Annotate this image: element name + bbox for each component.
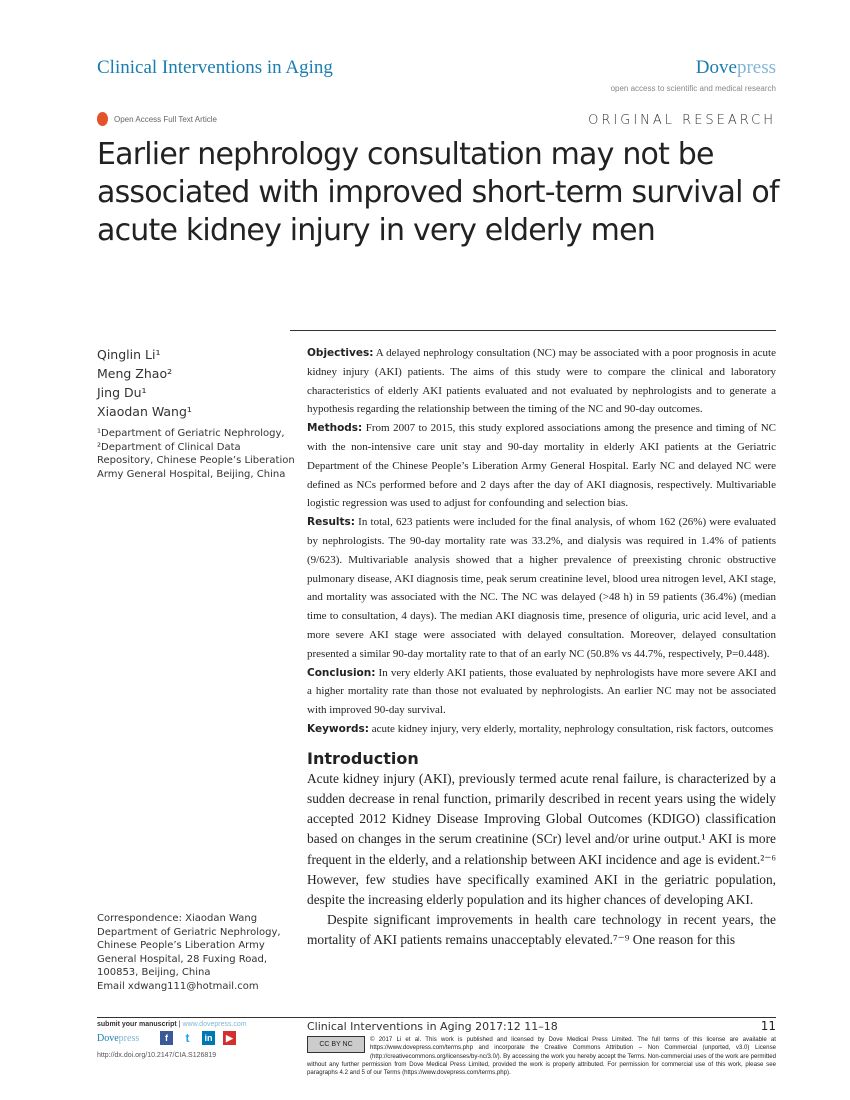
section-label: Conclusion: — [307, 666, 376, 679]
section-label: Objectives: — [307, 347, 374, 359]
abstract-objectives — [307, 344, 776, 419]
open-access-icon — [97, 112, 108, 126]
doi-link[interactable]: http://dx.doi.org/10.2147/CIA.S126819 — [97, 1052, 217, 1059]
paragraph: Acute kidney injury (AKI), previously termed acute renal failure, is characterized by a sudden decrease in renal function, primarily described in recent years using the widely accepted 2012 Kidney Disease Improving Global Outcomes (KDIGO) classification based on changes in the serum creatinine (SCr) level and/or urine output.¹ AKI is more frequent in the elderly, and a relationship between AKI incidence and age is evident.²⁻⁶ However, few studies have specifically examined AKI in the geriatric population, despite the increasing elderly population and its higher chances of developing AKI. — [307, 770, 776, 907]
affiliations: ¹Department of Geriatric Nephrology, ²Department of Clinical Data Repository, Chinese People’s Liberation Army General Hospital, Beijing, China — [97, 428, 295, 480]
footer-divider — [97, 1017, 776, 1018]
article-title: Earlier nephrology consultation may not be associated with improved short-term survival of acute kidney injury in very elderly men — [97, 137, 779, 248]
license-block — [307, 1036, 776, 1077]
introduction-heading: Introduction — [307, 748, 419, 768]
section-text: In total, 623 patients were included for the final analysis, of whom 162 (26%) were evaluated by nephrologists. The 90-day mortality rate was 33.2%, and dialysis was required in 1.4% of patients (9/623). Multivariable analysis showed that a higher prevalence of preexisting chronic obstructive pulmonary disease, AKI diagnosis time, peak serum creatinine level, blood urea nitrogen level, AKI stage, and mortality was associated with the NC. The NC was delayed (>48 h) in 59 patients (36.4%) (median time to consultation, 4 days). The median AKI diagnosis time, presence of oliguria, uric acid level, and a more severe AKI stage were associated with delayed consultation. Moreover, delayed consultation presented a similar 90-day mortality rate to that of an early NC (50.8% vs 44.7%, respectively, P=0.448). — [307, 516, 776, 660]
open-access-text: Open Access Full Text Article — [114, 114, 218, 124]
section-label: Results: — [307, 516, 355, 529]
publisher-tagline: open access to scientific and medical research — [610, 84, 776, 93]
correspondence-line: General Hospital, 28 Fuxing Road, — [97, 953, 268, 965]
correspondence-email[interactable]: Email xdwang111@hotmail.com — [97, 980, 259, 992]
section-text: acute kidney injury, very elderly, mortality, nephrology consultation, risk factors, outcomes — [368, 722, 774, 735]
article-type: ORIGINAL RESEARCH — [588, 113, 776, 128]
footer-publisher-logo — [97, 1033, 139, 1044]
open-access-label — [97, 112, 217, 126]
abstract-results — [307, 513, 776, 663]
author: Xiaodan Wang¹ — [97, 404, 192, 419]
section-text: A delayed nephrology consultation (NC) may be associated with a poor prognosis in acute kidney injury (AKI) patients. The aims of this study were to compare the clinical and laboratory characteristics of elderly AKI patients evaluated and not evaluated by nephrologists and to generate a hypothesis regarding the relationship between the timing of the NC and 90-day outcomes. — [307, 347, 776, 416]
journal-name: Clinical Interventions in Aging — [97, 57, 333, 78]
abstract-conclusion — [307, 664, 776, 720]
main-column — [307, 344, 776, 951]
license-text: © 2017 Li et al. This work is published and licensed by Dove Medical Press Limited. The full terms of this license are available at https://www.dovepress.com/terms.php and incorporate the Creative Commons Attribution – Non Commercial (unported, v3.0) License (http://creativecommons.org/licenses/by-nc/3.0/). By accessing the work you hereby accept the Terms. Non-commercial uses of the work are permitted without any further permission from Dove Medical Press Limited, provided the work is properly attributed. For permission for commercial use of this work, please see paragraphs 4.2 and 5 of our Terms (https://www.dovepress.com/terms.php). — [307, 1036, 776, 1077]
logo-a: Dove — [97, 1033, 119, 1044]
correspondence — [97, 912, 287, 993]
introduction-body — [307, 769, 776, 951]
correspondence-line: Department of Geriatric Nephrology, — [97, 926, 281, 938]
author: Meng Zhao² — [97, 366, 173, 381]
social-icons — [160, 1031, 236, 1045]
correspondence-line: Correspondence: Xiaodan Wang — [97, 913, 258, 924]
correspondence-line: Chinese People’s Liberation Army — [97, 940, 265, 951]
publisher-logo-a: Dove — [695, 57, 737, 78]
twitter-icon[interactable]: t — [181, 1031, 194, 1045]
youtube-icon[interactable]: ▶ — [223, 1031, 236, 1045]
abstract-keywords — [307, 720, 776, 739]
section-text: In very elderly AKI patients, those evaluated by nephrologists have more severe AKI and a higher mortality rate than those not evaluated by nephrologists. An earlier NC may not be associated with improved 90-day survival. — [307, 666, 776, 717]
publisher-logo-b: press — [736, 57, 776, 78]
site-link[interactable]: www.dovepress.com — [182, 1021, 247, 1028]
submit-link[interactable]: submit your manuscript — [97, 1021, 177, 1028]
publisher-logo — [696, 57, 776, 79]
page-number: 11 — [760, 1019, 776, 1033]
section-label: Keywords: — [307, 722, 369, 735]
author: Qinglin Li¹ — [97, 347, 161, 362]
citation: Clinical Interventions in Aging 2017:12 11–18 — [307, 1020, 558, 1033]
logo-b: press — [118, 1033, 140, 1044]
paragraph: Despite significant improvements in health care technology in recent years, the mortality of AKI patients remains unacceptably elevated.⁷⁻⁹ One reason for this — [307, 912, 776, 948]
author: Jing Du¹ — [97, 385, 147, 400]
divider — [290, 330, 776, 331]
section-label: Methods: — [307, 422, 363, 435]
abstract-methods — [307, 419, 776, 513]
section-text: From 2007 to 2015, this study explored associations among the presence and timing of NC with the non-intensive care unit stay and 90-day mortality in elderly AKI patients at the Geriatric Department of the Chinese People’s Liberation Army General Hospital. Early NC and delayed NC were defined as NCs performed before and 2 days after the day of AKI diagnosis, respectively. Multivariable logistic regression was used to adjust for confounding and selection bias. — [307, 422, 776, 510]
submit-line: submit your manuscript | www.dovepress.com — [97, 1021, 247, 1028]
creative-commons-icon[interactable]: CC BY NC — [307, 1036, 365, 1053]
correspondence-line: 100853, Beijing, China — [97, 967, 211, 978]
linkedin-icon[interactable]: in — [202, 1031, 215, 1045]
abstract — [307, 344, 776, 739]
author-list — [97, 345, 192, 421]
facebook-icon[interactable]: f — [160, 1031, 173, 1045]
